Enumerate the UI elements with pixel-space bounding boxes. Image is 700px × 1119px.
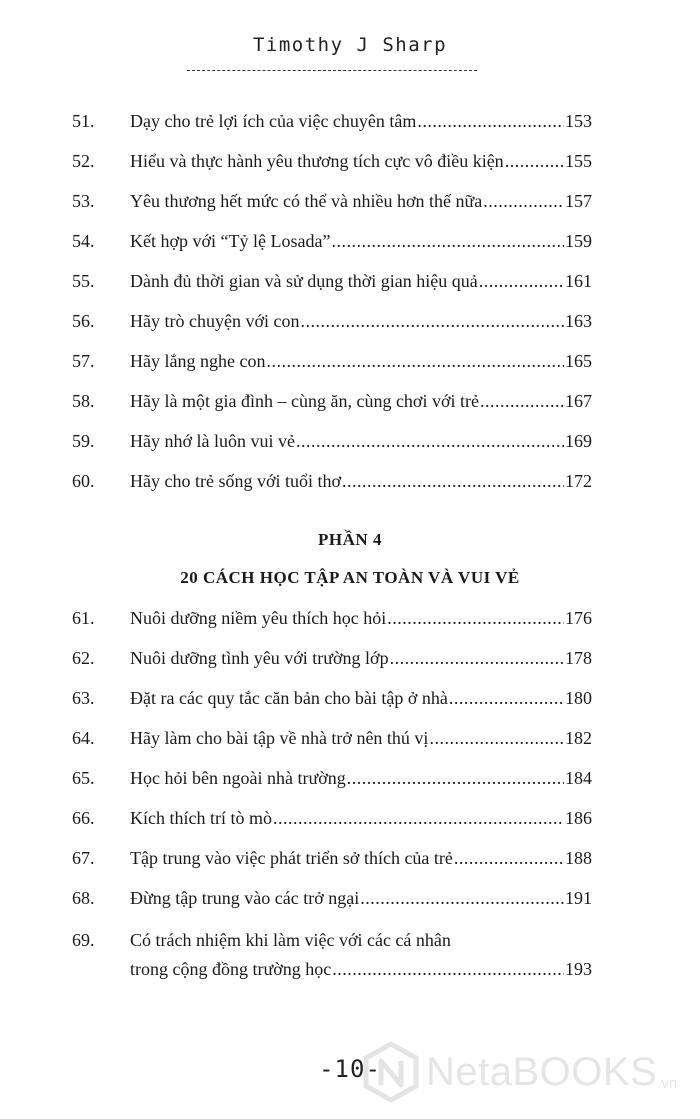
entry-title: trong cộng đồng trường học (130, 959, 332, 979)
dot-leader (417, 106, 564, 136)
entry-number: 61. (72, 608, 95, 628)
dot-leader (342, 466, 564, 496)
dot-leader (347, 763, 564, 793)
entry-title: Hãy lắng nghe con (130, 351, 266, 371)
entry-title: Học hỏi bên ngoài nhà trường (130, 768, 346, 788)
dot-leader (479, 266, 564, 296)
dot-leader (360, 883, 564, 913)
entry-page: 180 (565, 688, 592, 708)
dot-leader (331, 226, 564, 256)
entry-page: 155 (565, 151, 592, 171)
dot-leader (332, 954, 564, 984)
entry-number: 58. (72, 391, 95, 411)
entry-title: Hiểu và thực hành yêu thương tích cực vô điều kiện (130, 151, 504, 171)
watermark-brand: NetaBOOKS (426, 1049, 658, 1094)
entry-page: 191 (565, 888, 592, 908)
entry-title: Dành đủ thời gian và sử dụng thời gian hiệu quả (130, 271, 478, 291)
dot-leader (480, 386, 564, 416)
entry-title: Hãy làm cho bài tập về nhà trở nên thú vị (130, 728, 429, 748)
netabooks-logo-icon (362, 1041, 420, 1103)
entry-title: Hãy nhớ là luôn vui vẻ (130, 431, 295, 451)
dot-leader (483, 186, 564, 216)
entry-number: 68. (72, 888, 95, 908)
dot-leader (505, 146, 564, 176)
entry-page: 176 (565, 608, 592, 628)
entry-number: 60. (72, 471, 95, 491)
dot-leader (296, 426, 564, 456)
entry-title: Đừng tập trung vào các trở ngại (130, 888, 360, 908)
entry-number: 65. (72, 768, 95, 788)
entry-page: 161 (565, 271, 592, 291)
watermark (362, 1040, 692, 1104)
entry-page: 188 (565, 848, 592, 868)
dot-leader (266, 346, 564, 376)
entry-page: 153 (565, 111, 592, 131)
entry-page: 172 (565, 471, 592, 491)
entry-number: 54. (72, 231, 95, 251)
entry-page: 184 (565, 768, 592, 788)
entry-title: Yêu thương hết mức có thể và nhiều hơn thế nữa (130, 191, 483, 211)
entry-page: 159 (565, 231, 592, 251)
running-head: Timothy J Sharp (252, 34, 448, 56)
entry-number: 64. (72, 728, 95, 748)
entry-page: 182 (565, 728, 592, 748)
entry-title: Kết hợp với “Tỷ lệ Losada” (130, 231, 331, 251)
entry-number: 51. (72, 111, 95, 131)
entry-title: Kích thích trí tò mò (130, 808, 272, 828)
page-number: -10- (319, 1055, 381, 1083)
dot-leader (387, 603, 564, 633)
dot-leader (300, 306, 564, 336)
entry-number: 67. (72, 848, 95, 868)
dot-leader (390, 643, 564, 673)
entry-number: 63. (72, 688, 95, 708)
dot-leader (273, 803, 564, 833)
entry-title: Hãy cho trẻ sống với tuổi thơ (130, 471, 342, 491)
entry-page: 186 (565, 808, 592, 828)
entry-page: 165 (565, 351, 592, 371)
watermark-suffix: .vn (657, 1075, 678, 1092)
entry-number: 55. (72, 271, 95, 291)
entry-title: Nuôi dưỡng tình yêu với trường lớp (130, 648, 389, 668)
header-divider (187, 70, 477, 71)
entry-number: 57. (72, 351, 95, 371)
dot-leader (429, 723, 564, 753)
entry-title: Hãy là một gia đình – cùng ăn, cùng chơi với trẻ (130, 391, 479, 411)
entry-number: 59. (72, 431, 95, 451)
entry-number: 53. (72, 191, 95, 211)
part-title: 20 CÁCH HỌC TẬP AN TOÀN VÀ VUI VẺ (180, 568, 520, 587)
entry-page: 157 (565, 191, 592, 211)
entry-page: 193 (565, 959, 592, 979)
entry-page: 169 (565, 431, 592, 451)
entry-page: 167 (565, 391, 592, 411)
entry-number: 56. (72, 311, 95, 331)
part-label: PHẦN 4 (318, 530, 382, 549)
entry-page: 178 (565, 648, 592, 668)
entry-title: Nuôi dưỡng niềm yêu thích học hỏi (130, 608, 387, 628)
entry-number: 66. (72, 808, 95, 828)
entry-title: Hãy trò chuyện với con (130, 311, 300, 331)
dot-leader (454, 843, 564, 873)
entry-title: Đặt ra các quy tắc căn bản cho bài tập ở nhà (130, 688, 448, 708)
entry-number: 69. (72, 930, 95, 950)
entry-title: Dạy cho trẻ lợi ích của việc chuyên tâm (130, 111, 417, 131)
entry-number: 52. (72, 151, 95, 171)
entry-page: 163 (565, 311, 592, 331)
entry-title: Tập trung vào việc phát triển sở thích của trẻ (130, 848, 453, 868)
entry-title-line1: Có trách nhiệm khi làm việc với các cá nhân (130, 930, 451, 950)
entry-number: 62. (72, 648, 95, 668)
dot-leader (449, 683, 564, 713)
